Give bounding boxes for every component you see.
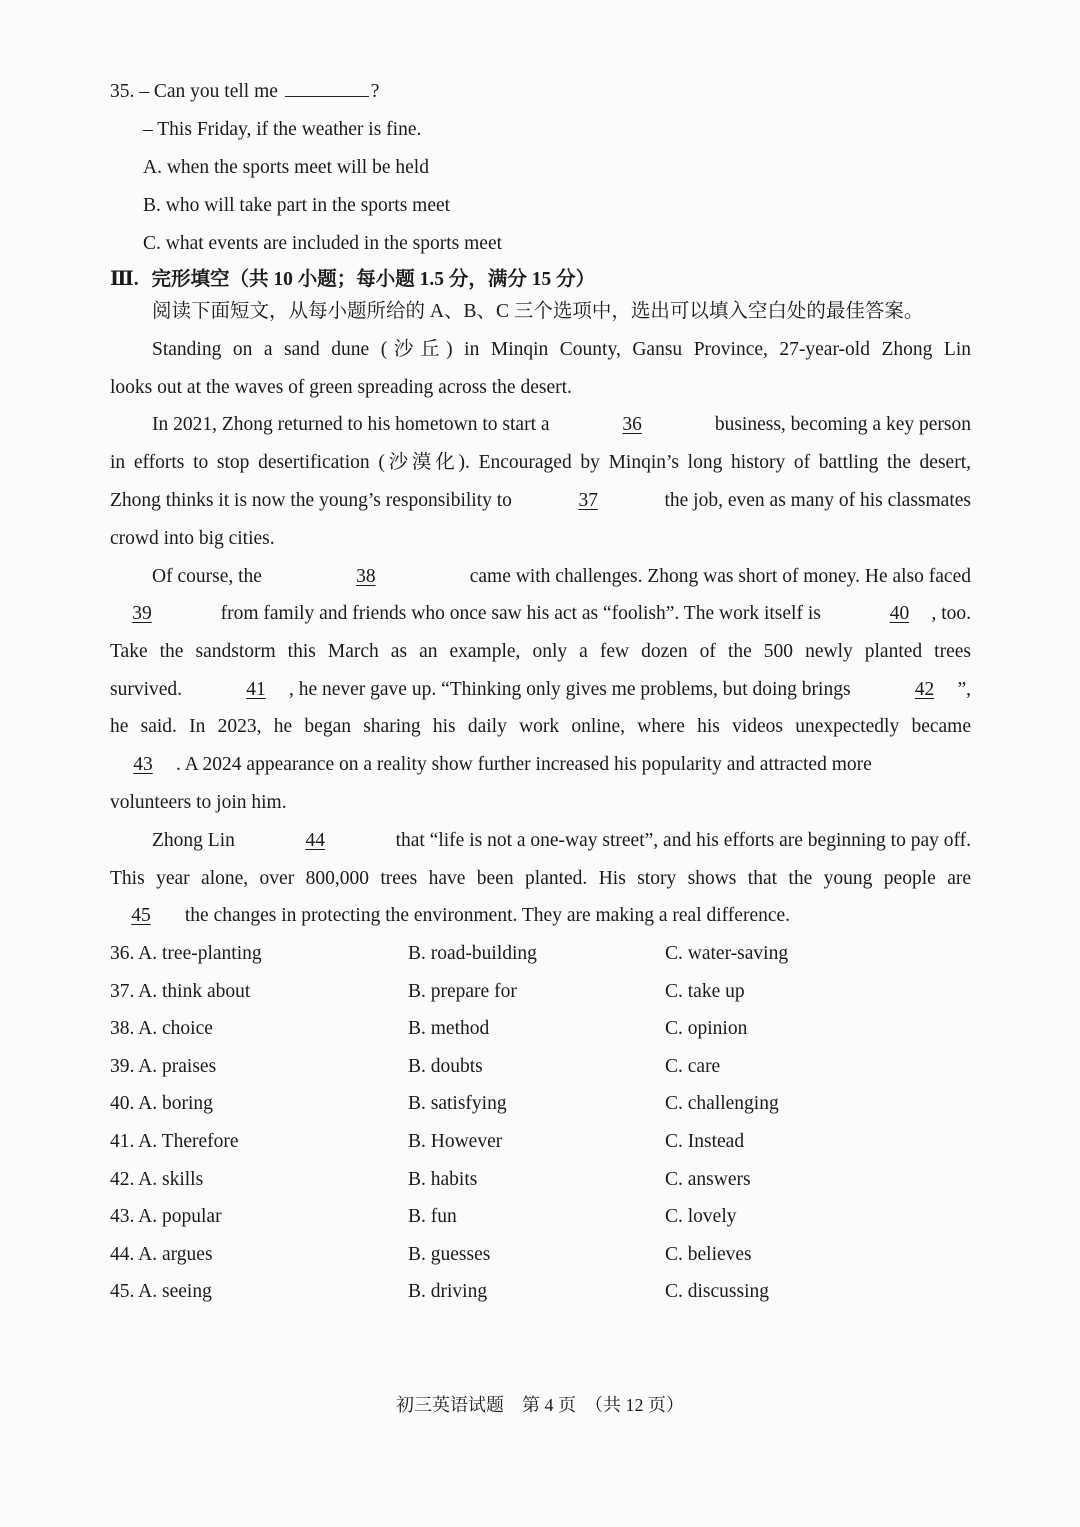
passage-text: business, becoming a key person (714, 414, 971, 435)
passage-text: that “life is not a one-way street”, and his efforts are beginning to pay off. (395, 830, 971, 851)
choice-option-c: C. care (665, 1055, 721, 1077)
blank-43: 43 (133, 754, 153, 775)
blank-41: 41 (246, 679, 266, 700)
passage-p3-line1 (152, 565, 971, 589)
choice-option-c: C. water-saving (665, 943, 789, 964)
passage-text: , he never gave up. “Thinking only gives me problems, but doing brings (288, 679, 851, 700)
choice-option-b: B. guesses (408, 1243, 491, 1265)
passage-text: . A 2024 appearance on a reality show further increased his popularity and attracted more (176, 754, 872, 775)
choice-option-b: B. habits (408, 1168, 478, 1190)
question-35-text: 35. – Can you tell me (110, 81, 278, 102)
choice-option-a: 38. A. choice (110, 1018, 213, 1040)
choice-option-c: C. opinion (665, 1018, 748, 1040)
choice-option-b: B. driving (408, 1281, 488, 1303)
passage-p2-line2: in efforts to stop desertification (沙漠化). Encouraged by Minqin’s long history of battling the desert, (110, 452, 971, 473)
passage-text: Of course, the (152, 566, 262, 587)
passage-p3-line5: he said. In 2023, he began sharing his daily work online, where his videos unexpectedly became (110, 716, 971, 737)
passage-p2-line1 (152, 413, 971, 437)
passage-text: survived. (110, 679, 183, 700)
section-instruction: 阅读下面短文，从每小题所给的 A、B、C 三个选项中，选出可以填入空白处的最佳答案。 (152, 301, 924, 322)
passage-text: Zhong Lin (152, 830, 235, 851)
passage-text: came with challenges. Zhong was short of money. He also faced (469, 566, 971, 587)
question-35-response: – This Friday, if the weather is fine. (143, 119, 422, 140)
passage-p4-line3 (110, 904, 790, 928)
option-35-b: B. who will take part in the sports meet (143, 195, 451, 216)
passage-text: In 2021, Zhong returned to his hometown to start a (152, 414, 550, 435)
section-title: 完形填空（共 10 小题；每小题 1.5 分，满分 15 分） (151, 269, 596, 290)
choice-option-a: 36. A. tree-planting (110, 943, 262, 964)
choice-option-a: 44. A. argues (110, 1243, 213, 1265)
passage-text: ”, (957, 679, 971, 700)
blank-44: 44 (305, 830, 325, 851)
passage-p1-line2: looks out at the waves of green spreading across the desert. (110, 377, 572, 398)
choice-option-c: C. take up (665, 980, 745, 1002)
choice-option-b: B. prepare for (408, 980, 517, 1002)
choice-option-b: B. road-building (408, 943, 537, 964)
passage-text: the job, even as many of his classmates (664, 490, 971, 511)
blank-37: 37 (578, 490, 598, 511)
question-35 (110, 80, 379, 104)
option-35-c: C. what events are included in the sports meet (143, 233, 503, 254)
passage-text: the changes in protecting the environment. They are making a real difference. (184, 905, 791, 926)
choice-option-a: 37. A. think about (110, 980, 251, 1002)
choice-option-c: C. challenging (665, 1093, 779, 1115)
choice-option-a: 42. A. skills (110, 1168, 204, 1190)
choice-option-b: B. doubts (408, 1055, 483, 1077)
passage-text: Zhong thinks it is now the young’s responsibility to (110, 490, 512, 511)
option-35-a: A. when the sports meet will be held (143, 157, 429, 178)
passage-text: from family and friends who once saw his act as “foolish”. The work itself is (220, 603, 821, 624)
choice-option-c: C. lovely (665, 1206, 737, 1228)
passage-p1-line1: Standing on a sand dune (沙丘) in Minqin County, Gansu Province, 27-year-old Zhong Lin (152, 339, 971, 360)
passage-p4-line1 (152, 829, 971, 853)
passage-p3-line6 (110, 753, 971, 777)
blank-40: 40 (889, 603, 910, 624)
blank-38: 38 (356, 566, 376, 587)
choice-option-c: C. discussing (665, 1281, 770, 1303)
blank-39: 39 (132, 603, 152, 624)
choice-option-b: B. satisfying (408, 1093, 507, 1115)
choice-option-a: 45. A. seeing (110, 1281, 212, 1303)
choice-option-b: B. However (408, 1131, 503, 1152)
blank-36: 36 (622, 414, 642, 435)
question-35-end: ? (370, 81, 380, 102)
page-footer: 初三英语试题 第 4 页 （共 12 页） (396, 1395, 684, 1415)
passage-p3-line7: volunteers to join him. (110, 792, 287, 813)
blank-45: 45 (131, 905, 151, 926)
choice-option-a: 41. A. Therefore (110, 1131, 239, 1152)
choice-option-c: C. believes (665, 1243, 752, 1265)
answer-blank (285, 82, 369, 97)
passage-p4-line2: This year alone, over 800,000 trees have been planted. His story shows that the young people are (110, 868, 971, 889)
choice-option-c: C. answers (665, 1168, 751, 1190)
passage-p3-line3: Take the sandstorm this March as an example, only a few dozen of the 500 newly planted trees (110, 641, 971, 662)
passage-p3-line2 (110, 602, 971, 626)
choice-option-b: B. fun (408, 1206, 457, 1228)
choice-option-b: B. method (408, 1018, 490, 1040)
choice-option-a: 40. A. boring (110, 1093, 213, 1115)
section-number: Ⅲ. (110, 269, 139, 290)
passage-text: , too. (931, 603, 971, 624)
passage-p3-line4 (110, 678, 971, 702)
passage-p2-line3 (110, 489, 971, 513)
section-heading (110, 268, 595, 292)
passage-p2-line4: crowd into big cities. (110, 528, 275, 549)
choice-option-a: 43. A. popular (110, 1206, 222, 1228)
blank-42: 42 (914, 679, 935, 700)
choice-option-c: C. Instead (665, 1131, 745, 1152)
choice-option-a: 39. A. praises (110, 1055, 217, 1077)
